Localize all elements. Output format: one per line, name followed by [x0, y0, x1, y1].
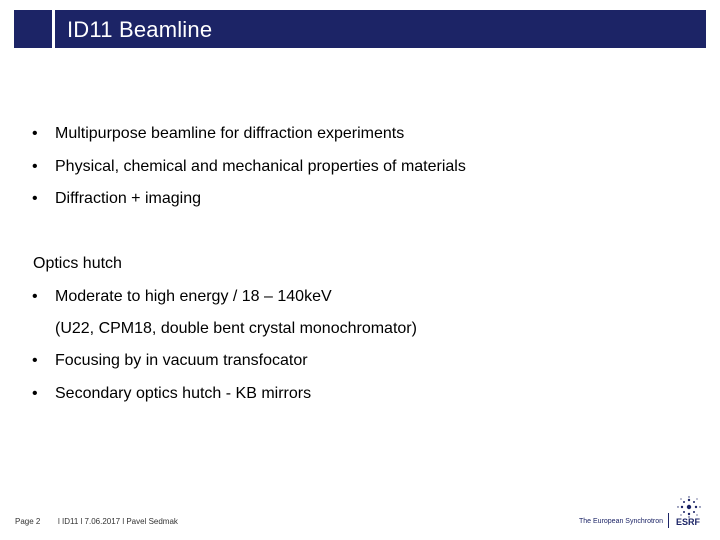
bullet-icon: • — [32, 158, 38, 175]
section-heading: Optics hutch — [33, 255, 122, 272]
bullet-subline: (U22, CPM18, double bent crystal monochromator) — [55, 320, 417, 337]
bullet-text: Diffraction + imaging — [55, 190, 201, 207]
bullet-icon: • — [32, 190, 38, 207]
logo-text: ESRF — [676, 517, 701, 527]
bullet-icon: • — [32, 288, 38, 305]
page-number: Page 2 — [15, 517, 41, 526]
bullet-icon: • — [32, 125, 38, 142]
footer-tagline: The European Synchrotron — [579, 518, 664, 525]
bullet-text: Multipurpose beamline for diffraction experiments — [55, 125, 405, 142]
title-bar — [55, 10, 706, 48]
bullet-text: Focusing by in vacuum transfocator — [55, 352, 308, 369]
footer-divider — [668, 513, 669, 528]
footer-info: l ID11 l 7.06.2017 l Pavel Sedmak — [58, 517, 178, 526]
bullet-text: Physical, chemical and mechanical properties of materials — [55, 158, 466, 175]
title-bar-accent — [14, 10, 52, 48]
slide-title: ID11 Beamline — [67, 17, 213, 42]
bullet-icon: • — [32, 352, 38, 369]
bullet-icon: • — [32, 385, 38, 402]
bullet-text: Moderate to high energy / 18 – 140keV — [55, 288, 332, 305]
bullet-text: Secondary optics hutch - KB mirrors — [55, 385, 312, 402]
